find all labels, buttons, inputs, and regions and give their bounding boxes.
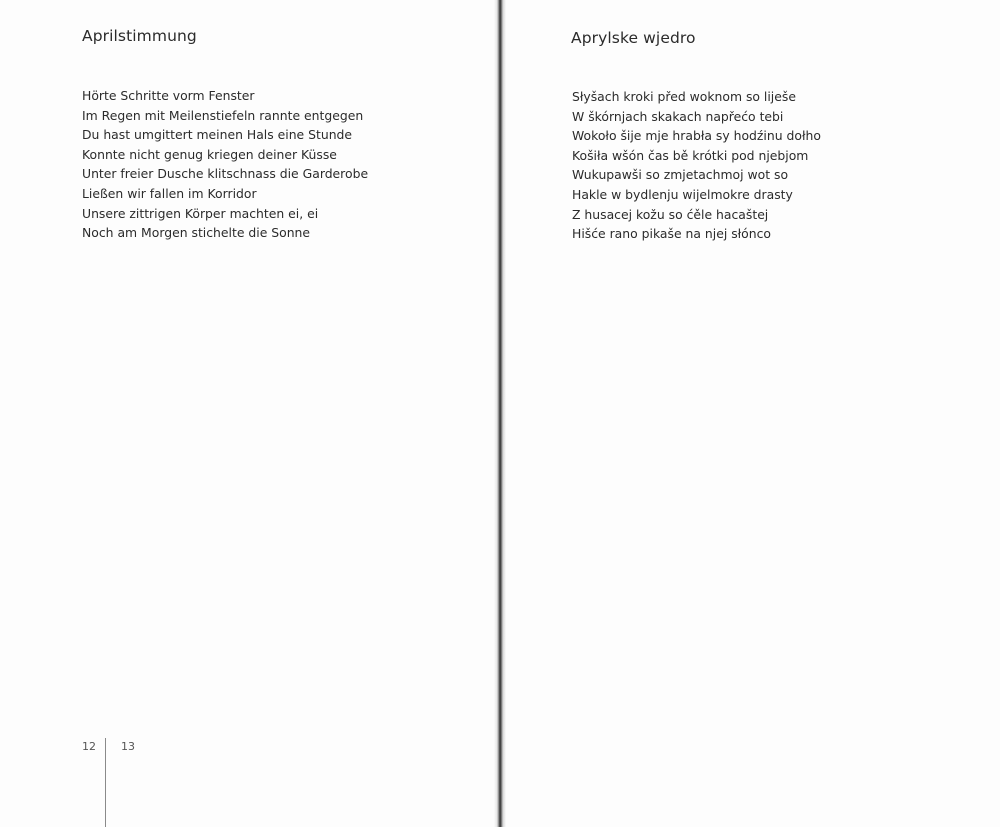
poem-line: Hakle w bydlenju wijelmokre drasty xyxy=(572,186,793,202)
page-number-left: 12 xyxy=(82,740,96,753)
poem-line: Z husacej kožu so ćěle hacaštej xyxy=(572,206,769,222)
poem-line: Hörte Schritte vorm Fenster xyxy=(82,88,255,103)
poem-line: Noch am Morgen stichelte die Sonne xyxy=(82,225,311,241)
poem-line: Unsere zittrigen Körper machten ei, ei xyxy=(82,205,319,221)
poem-line: Konnte nicht genug kriegen deiner Küsse xyxy=(82,146,337,162)
left-page xyxy=(0,0,498,827)
poem-line: Ließen wir fallen im Korridor xyxy=(82,185,257,201)
poem-title-german: Aprilstimmung xyxy=(82,27,197,45)
poem-line: Hišće rano pikaše na njej słónco xyxy=(572,226,772,242)
poem-title-sorbian: Aprylske wjedro xyxy=(571,29,696,47)
poem-line: Słyšach kroki před woknom so liješe xyxy=(572,89,796,104)
poem-line: Košiła wšón čas bě krótki pod njebjom xyxy=(572,147,809,163)
poem-line: W škórnjach skakach napřećo tebi xyxy=(572,108,784,124)
right-page xyxy=(504,0,1000,827)
poem-lines-german xyxy=(82,86,368,243)
poem-line: Wukupawši so zmjetachmoj wot so xyxy=(572,167,789,183)
poem-line: Im Regen mit Meilenstiefeln rannte entgegen xyxy=(82,107,364,123)
folio-divider xyxy=(105,738,106,827)
page-number-right: 13 xyxy=(121,740,135,753)
poem-line: Unter freier Dusche klitschnass die Garderobe xyxy=(82,166,369,182)
poem-line: Du hast umgittert meinen Hals eine Stunde xyxy=(82,127,353,143)
poem-line: Wokoło šije mje hrabła sy hodźinu dołho xyxy=(572,128,821,144)
poem-lines-sorbian xyxy=(572,87,821,244)
